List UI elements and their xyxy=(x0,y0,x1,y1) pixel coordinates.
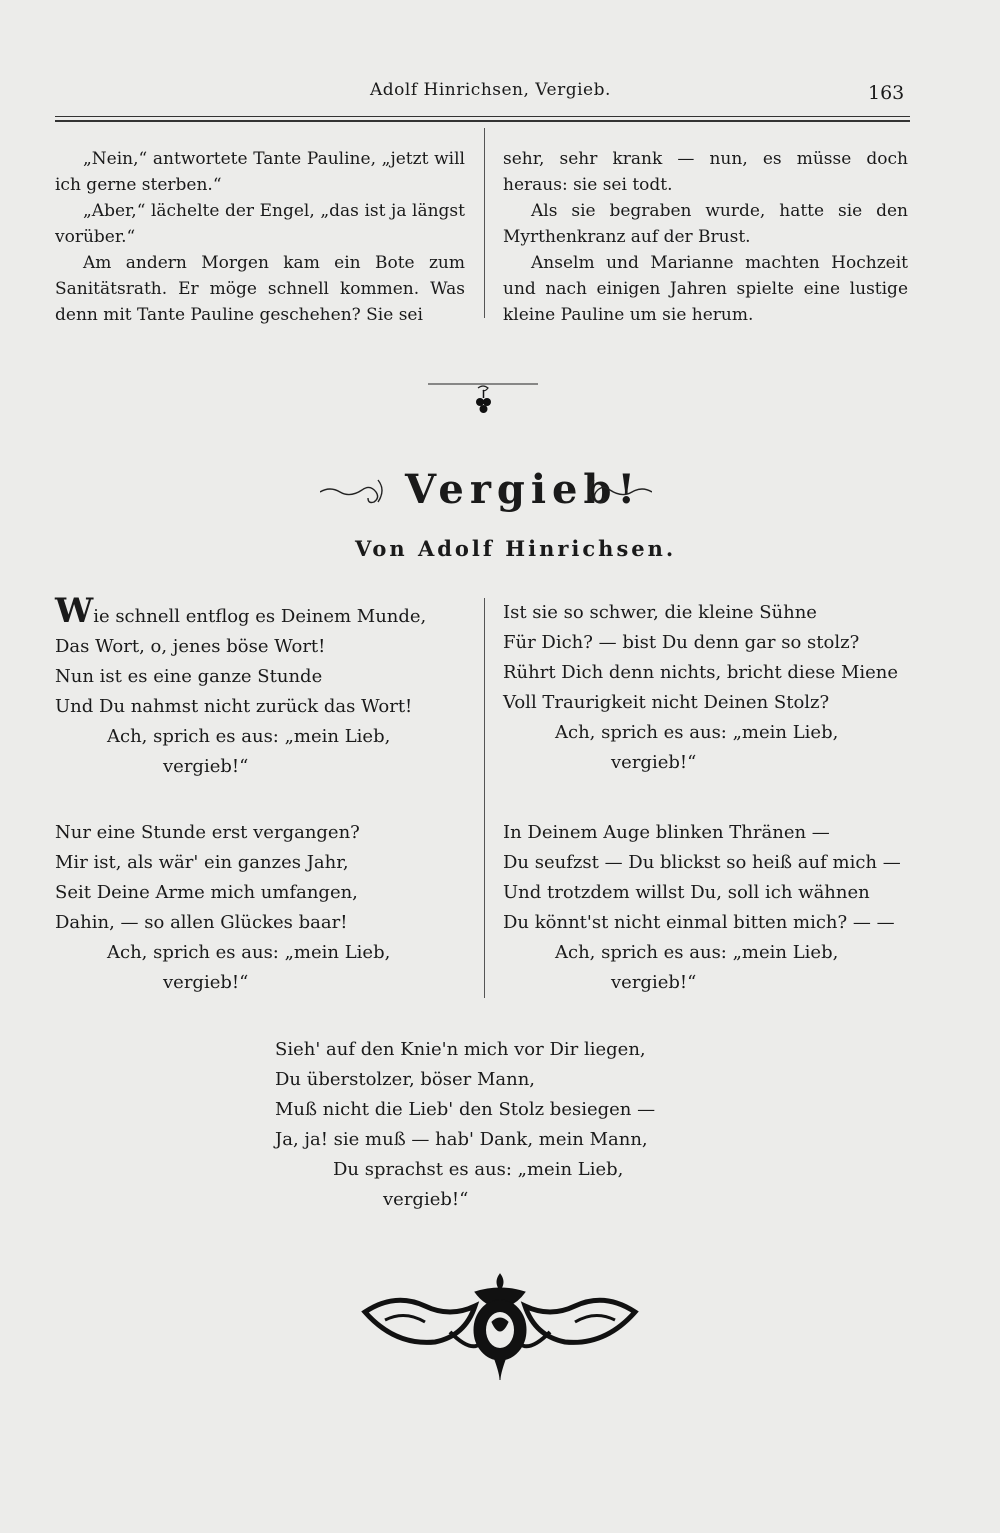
verse-line: Seit Deine Arme mich umfangen, xyxy=(55,882,358,903)
refrain-line: vergieb!“ xyxy=(163,756,249,777)
refrain-line: Ach, sprich es aus: „mein Lieb, xyxy=(555,722,839,743)
verse-line: Und trotzdem willst Du, soll ich wähnen xyxy=(503,882,870,903)
stanza-5 xyxy=(275,1035,655,1215)
verse-line: Nur eine Stunde erst vergangen? xyxy=(55,822,360,843)
stanza-3 xyxy=(55,818,390,998)
refrain-line: Du sprachst es aus: „mein Lieb, xyxy=(333,1159,624,1180)
refrain-line: Ach, sprich es aus: „mein Lieb, xyxy=(555,942,839,963)
prose-right-column xyxy=(503,146,908,328)
verse-line: Du überstolzer, böser Mann, xyxy=(275,1069,536,1090)
paragraph: Anselm und Marianne machten Hochzeit und nach einigen Jahren spielte eine lustige kleine Pauline um sie herum. xyxy=(503,253,908,325)
verse-line: Ja, ja! sie muß — hab' Dank, mein Mann, xyxy=(275,1129,648,1150)
verse-line: Rührt Dich denn nichts, bricht diese Miene xyxy=(503,662,899,683)
right-flourish-icon xyxy=(582,476,652,506)
verse-line: In Deinem Auge blinken Thränen — xyxy=(503,822,830,843)
verse-line: Das Wort, o, jenes böse Wort! xyxy=(55,636,326,657)
refrain-line: Ach, sprich es aus: „mein Lieb, xyxy=(107,942,391,963)
page-number: 163 xyxy=(868,82,905,104)
refrain-line: vergieb!“ xyxy=(383,1189,469,1210)
verse-text: ie schnell entflog es Deinem Munde, xyxy=(93,606,427,627)
refrain-line: Ach, sprich es aus: „mein Lieb, xyxy=(107,726,391,747)
verse-line: Ist sie so schwer, die kleine Sühne xyxy=(503,602,817,623)
poem-byline: Von Adolf Hinrichsen. xyxy=(355,536,677,561)
paragraph: „Nein,“ antwortete Tante Pauline, „jetzt will ich gerne sterben.“ xyxy=(55,149,465,195)
verse-line: Für Dich? — bist Du denn gar so stolz? xyxy=(503,632,860,653)
verse-line: Und Du nahmst nicht zurück das Wort! xyxy=(55,696,413,717)
verse-line: Du seufzst — Du blickst so heiß auf mich — xyxy=(503,852,901,873)
refrain-line: vergieb!“ xyxy=(611,752,697,773)
running-title: Adolf Hinrichsen, Vergieb. xyxy=(370,80,611,100)
column-divider xyxy=(484,598,485,998)
header-rule-thin xyxy=(55,116,910,117)
paragraph: „Aber,“ lächelte der Engel, „das ist ja längst vorüber.“ xyxy=(55,201,465,247)
verse-line: Nun ist es eine ganze Stunde xyxy=(55,666,323,687)
paragraph: sehr, sehr krank — nun, es müsse doch heraus: sie sei todt. xyxy=(503,149,908,195)
verse-line: Du könnt'st nicht einmal bitten mich? — — xyxy=(503,912,895,933)
header-rule-thick xyxy=(55,120,910,122)
verse-line: Voll Traurigkeit nicht Deinen Stolz? xyxy=(503,692,830,713)
poem-title-block xyxy=(320,466,650,516)
stanza-1 xyxy=(55,591,427,782)
verse-line: Muß nicht die Lieb' den Stolz besiegen — xyxy=(275,1099,656,1120)
poem-title: Vergieb! xyxy=(405,466,642,513)
refrain-line: vergieb!“ xyxy=(163,972,249,993)
paragraph: Als sie begraben wurde, hatte sie den Myrthenkranz auf der Brust. xyxy=(503,201,908,247)
prose-left-column xyxy=(55,146,465,328)
verse-line xyxy=(55,591,427,632)
tailpiece-ornament-icon xyxy=(355,1272,645,1382)
stanza-2 xyxy=(503,598,898,778)
stanza-4 xyxy=(503,818,901,998)
drop-cap: W xyxy=(55,591,94,631)
verse-line: Sieh' auf den Knie'n mich vor Dir liegen, xyxy=(275,1039,646,1060)
verse-line: Dahin, — so allen Glückes baar! xyxy=(55,912,348,933)
verse-line: Mir ist, als wär' ein ganzes Jahr, xyxy=(55,852,349,873)
paragraph: Am andern Morgen kam ein Bote zum Sanitätsrath. Er möge schnell kommen. Was denn mit Tante Pauline geschehen? Sie sei xyxy=(55,253,465,325)
left-flourish-icon xyxy=(320,476,390,506)
refrain-line: vergieb!“ xyxy=(611,972,697,993)
grape-ornament-icon xyxy=(428,382,538,420)
column-divider xyxy=(484,128,485,318)
